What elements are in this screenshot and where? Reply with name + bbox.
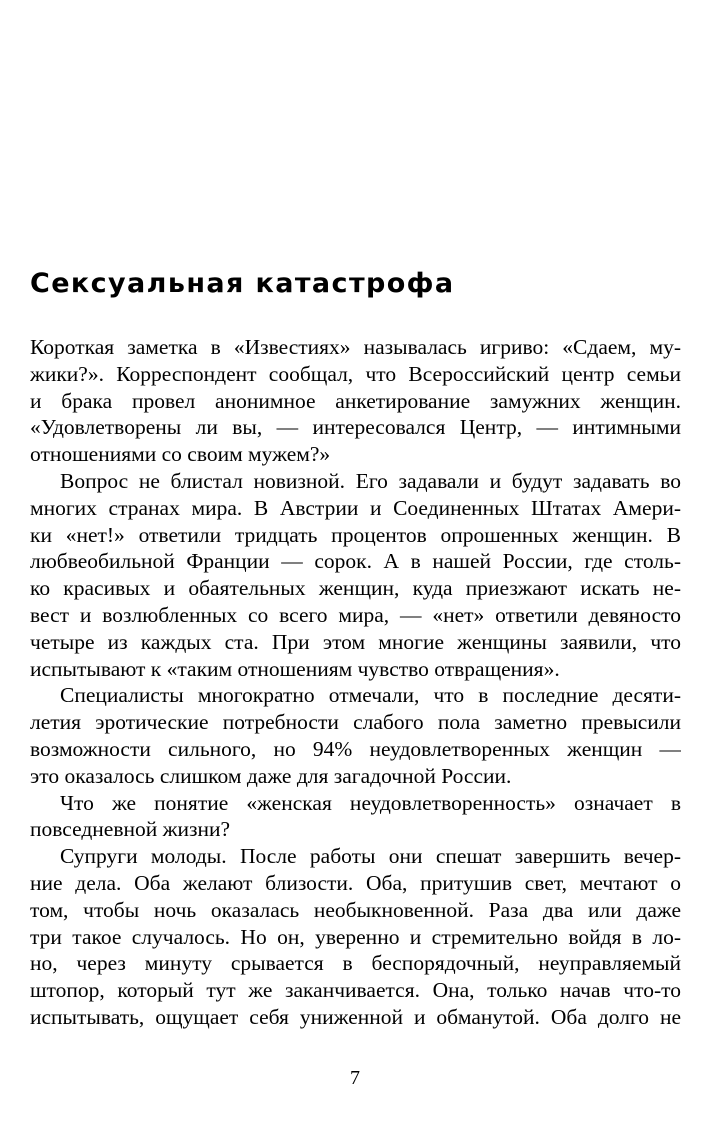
text-line: четыре из каждых ста. При этом многие женщины заявили, что bbox=[30, 629, 681, 654]
paragraph-3 bbox=[30, 682, 681, 789]
paragraph-2 bbox=[30, 468, 681, 682]
text-line: Что же понятие «женская неудовлетворенность» означает в bbox=[60, 790, 681, 815]
text-line: том, чтобы ночь оказалась необыкновенной. Раза два или даже bbox=[30, 897, 681, 922]
text-line: возможности сильного, но 94% неудовлетворенных женщин — bbox=[30, 736, 681, 761]
paragraph-5 bbox=[30, 843, 681, 1031]
text-line: Супруги молоды. После работы они спешат завершить вечер- bbox=[60, 844, 681, 869]
text-line: это оказалось слишком даже для загадочной России. bbox=[30, 763, 512, 788]
text-line: «Удовлетворены ли вы, — интересовался Центр, — интимными bbox=[30, 415, 681, 440]
text-line: вест и возлюбленных со всего мира, — «нет» ответили девяносто bbox=[30, 602, 681, 627]
text-line: штопор, который тут же заканчивается. Она, только начав что-то bbox=[30, 978, 681, 1003]
paragraph-4 bbox=[30, 790, 681, 844]
text-line: отношениями со своим мужем?» bbox=[30, 442, 331, 467]
text-line: и брака провел анонимное анкетирование замужних женщин. bbox=[30, 388, 681, 413]
text-line: ки «нет!» ответили тридцать процентов опрошенных женщин. В bbox=[30, 522, 681, 547]
text-line: Короткая заметка в «Известиях» называлась игриво: «Сдаем, му- bbox=[30, 335, 681, 359]
body-text bbox=[30, 334, 681, 1031]
text-line: ние дела. Оба желают близости. Оба, притушив свет, мечтают о bbox=[30, 870, 681, 895]
text-line: повседневной жизни? bbox=[30, 817, 231, 842]
text-line: жики?». Корреспондент сообщал, что Всероссийский центр семьи bbox=[30, 361, 681, 386]
page-number: 7 bbox=[350, 1067, 360, 1089]
text-line: летия эротические потребности слабого пола заметно превысили bbox=[30, 710, 681, 735]
paragraph-1 bbox=[30, 334, 681, 468]
text-line: три такое случалось. Но он, уверенно и стремительно войдя в ло- bbox=[30, 924, 681, 949]
text-line: Вопрос не блистал новизной. Его задавали и будут задавать во bbox=[60, 468, 681, 493]
text-line: испытывают к «таким отношениям чувство отвращения». bbox=[30, 656, 560, 681]
text-line: многих странах мира. В Австрии и Соединенных Штатах Амери- bbox=[30, 495, 681, 520]
chapter-title: Сексуальная катастрофа bbox=[30, 268, 455, 299]
text-line: но, через минуту срывается в беспорядочный, неуправляемый bbox=[30, 951, 681, 976]
text-line: испытывать, ощущает себя униженной и обманутой. Оба долго не bbox=[30, 1004, 681, 1029]
text-line: Специалисты многократно отмечали, что в последние десяти- bbox=[60, 683, 681, 708]
text-line: любвеобильной Франции — сорок. А в нашей России, где столь- bbox=[30, 549, 681, 574]
text-line: ко красивых и обаятельных женщин, куда приезжают искать не- bbox=[30, 576, 681, 601]
